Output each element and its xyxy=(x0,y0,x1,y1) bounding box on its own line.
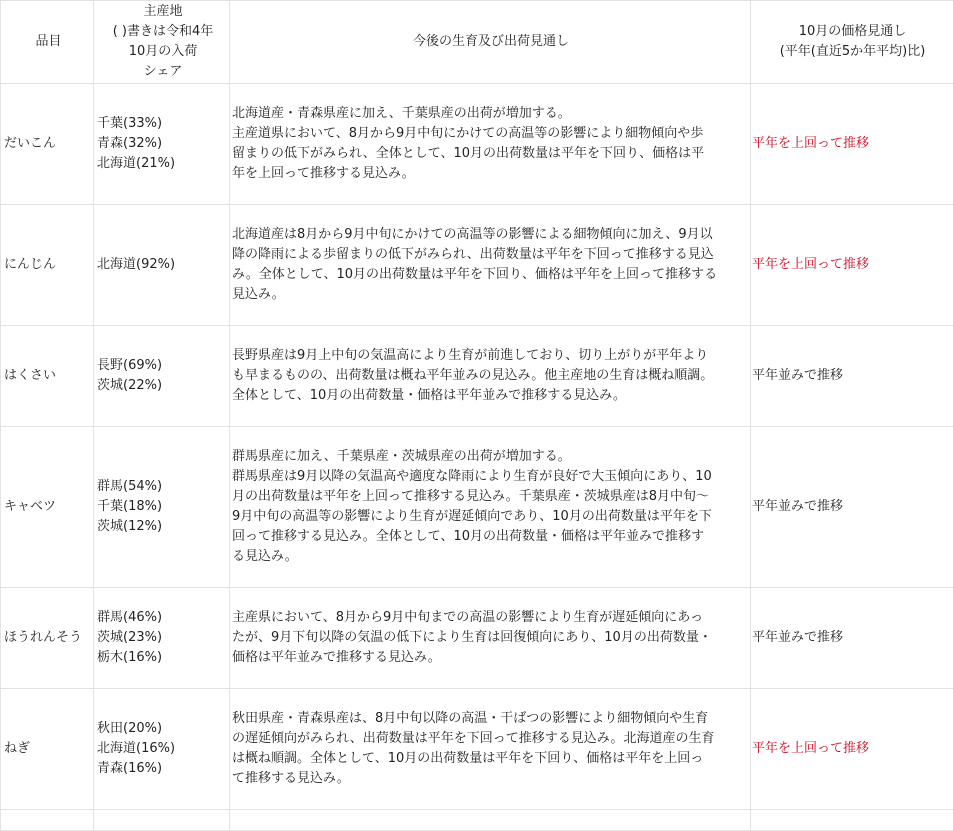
header-item: 品目 xyxy=(1,1,94,84)
outlook-cell xyxy=(230,689,751,810)
outlook-line: 秋田県産・青森県産は、8月中旬以降の高温・干ばつの影響により細物傾向や生育 xyxy=(232,709,750,729)
share-cell xyxy=(94,326,230,427)
outlook-line: み。全体として、10月の出荷数量は平年を下回り、価格は平年を上回って推移する xyxy=(232,265,750,285)
table-row xyxy=(1,588,953,689)
table-row xyxy=(1,689,953,810)
table-row xyxy=(1,205,953,326)
share-line: 長野(69%) xyxy=(97,356,229,376)
share-cell xyxy=(94,84,230,205)
outlook-line: 北海道産は8月から9月中旬にかけての高温等の影響による細物傾向に加え、9月以 xyxy=(232,225,750,245)
share-line: 群馬(54%) xyxy=(97,477,229,497)
price-outlook-cell: 平年を上回って推移 xyxy=(751,205,953,326)
share-line: 千葉(18%) xyxy=(97,497,229,517)
price-outlook-cell: 平年並みで推移 xyxy=(751,427,953,588)
outlook-cell xyxy=(230,427,751,588)
outlook-line: 月の出荷数量は平年を上回って推移する見込み。千葉県産・茨城県産は8月中旬～ xyxy=(232,487,750,507)
share-cell xyxy=(94,588,230,689)
share-cell xyxy=(94,427,230,588)
share-line: 北海道(16%) xyxy=(97,739,229,759)
outlook-line: 群馬県産は9月以降の気温高や適度な降雨により生育が良好で大玉傾向にあり、10 xyxy=(232,467,750,487)
share-cell xyxy=(94,689,230,810)
share-line: 千葉(33%) xyxy=(97,114,229,134)
header-region-share xyxy=(94,1,230,84)
share-line: 茨城(22%) xyxy=(97,376,229,396)
outlook-line: 降の降雨による歩留まりの低下がみられ、出荷数量は平年を下回って推移する見込 xyxy=(232,245,750,265)
item-cell: キャベツ xyxy=(1,427,94,588)
header-outlook: 今後の生育及び出荷見通し xyxy=(230,1,751,84)
share-line: 北海道(21%) xyxy=(97,154,229,174)
header-price-outlook xyxy=(751,1,953,84)
share-line: 茨城(23%) xyxy=(97,628,229,648)
table-row xyxy=(1,427,953,588)
outlook-line: 北海道産・青森県産に加え、千葉県産の出荷が増加する。 xyxy=(232,104,750,124)
outlook-line: たが、9月下旬以降の気温の低下により生育は回復傾向にあり、10月の出荷数量・ xyxy=(232,628,750,648)
share-line: 秋田(20%) xyxy=(97,719,229,739)
header-region-line: ( )書きは令和4年 xyxy=(97,22,229,42)
item-cell: にんじん xyxy=(1,205,94,326)
share-cell xyxy=(94,205,230,326)
outlook-cell xyxy=(230,326,751,427)
outlook-line: 全体として、10月の出荷数量・価格は平年並みで推移する見込み。 xyxy=(232,386,750,406)
header-row xyxy=(1,1,953,84)
table-row xyxy=(1,326,953,427)
price-outlook-cell: 平年を上回って推移 xyxy=(751,84,953,205)
outlook-line: 主産道県において、8月から9月中旬にかけての高温等の影響により細物傾向や歩 xyxy=(232,124,750,144)
share-line: 群馬(46%) xyxy=(97,608,229,628)
share-cell xyxy=(94,810,230,831)
outlook-line: の遅延傾向がみられ、出荷数量は平年を下回って推移する見込み。北海道産の生育 xyxy=(232,729,750,749)
header-price-line: 10月の価格見通し xyxy=(752,22,953,42)
outlook-line: て推移する見込み。 xyxy=(232,769,750,789)
item-cell xyxy=(1,810,94,831)
outlook-line: 群馬県産に加え、千葉県産・茨城県産の出荷が増加する。 xyxy=(232,447,750,467)
share-line: 北海道(92%) xyxy=(97,255,229,275)
outlook-line: も早まるものの、出荷数量は概ね平年並みの見込み。他主産地の生育は概ね順調。 xyxy=(232,366,750,386)
outlook-cell xyxy=(230,205,751,326)
outlook-cell xyxy=(230,810,751,831)
share-line: 茨城(12%) xyxy=(97,517,229,537)
price-outlook-cell xyxy=(751,810,953,831)
item-cell: だいこん xyxy=(1,84,94,205)
price-outlook-cell: 平年並みで推移 xyxy=(751,326,953,427)
header-price-line: (平年(直近5か年平均)比) xyxy=(752,42,953,62)
item-cell: ほうれんそう xyxy=(1,588,94,689)
table-row xyxy=(1,84,953,205)
outlook-line: 価格は平年並みで推移する見込み。 xyxy=(232,648,750,668)
outlook-line: 長野県産は9月上中旬の気温高により生育が前進しており、切り上がりが平年より xyxy=(232,346,750,366)
header-region-line: シェア xyxy=(97,62,229,82)
share-line: 青森(32%) xyxy=(97,134,229,154)
price-outlook-cell: 平年並みで推移 xyxy=(751,588,953,689)
price-outlook-cell: 平年を上回って推移 xyxy=(751,689,953,810)
item-cell: はくさい xyxy=(1,326,94,427)
outlook-line: 留まりの低下がみられ、全体として、10月の出荷数量は平年を下回り、価格は平 xyxy=(232,144,750,164)
share-line: 栃木(16%) xyxy=(97,648,229,668)
outlook-line: る見込み。 xyxy=(232,547,750,567)
outlook-line: は概ね順調。全体として、10月の出荷数量は平年を下回り、価格は平年を上回っ xyxy=(232,749,750,769)
outlook-cell xyxy=(230,588,751,689)
outlook-line: 年を上回って推移する見込み。 xyxy=(232,164,750,184)
share-line: 青森(16%) xyxy=(97,759,229,779)
item-cell: ねぎ xyxy=(1,689,94,810)
header-region-line: 10月の入荷 xyxy=(97,42,229,62)
outlook-line: 9月中旬の高温等の影響により生育が遅延傾向であり、10月の出荷数量は平年を下 xyxy=(232,507,750,527)
outlook-line: 見込み。 xyxy=(232,285,750,305)
header-region-line: 主産地 xyxy=(97,2,229,22)
outlook-cell xyxy=(230,84,751,205)
outlook-line: 回って推移する見込み。全体として、10月の出荷数量・価格は平年並みで推移す xyxy=(232,527,750,547)
outlook-line: 主産県において、8月から9月中旬までの高温の影響により生育が遅延傾向にあっ xyxy=(232,608,750,628)
table-row-partial xyxy=(1,810,953,831)
